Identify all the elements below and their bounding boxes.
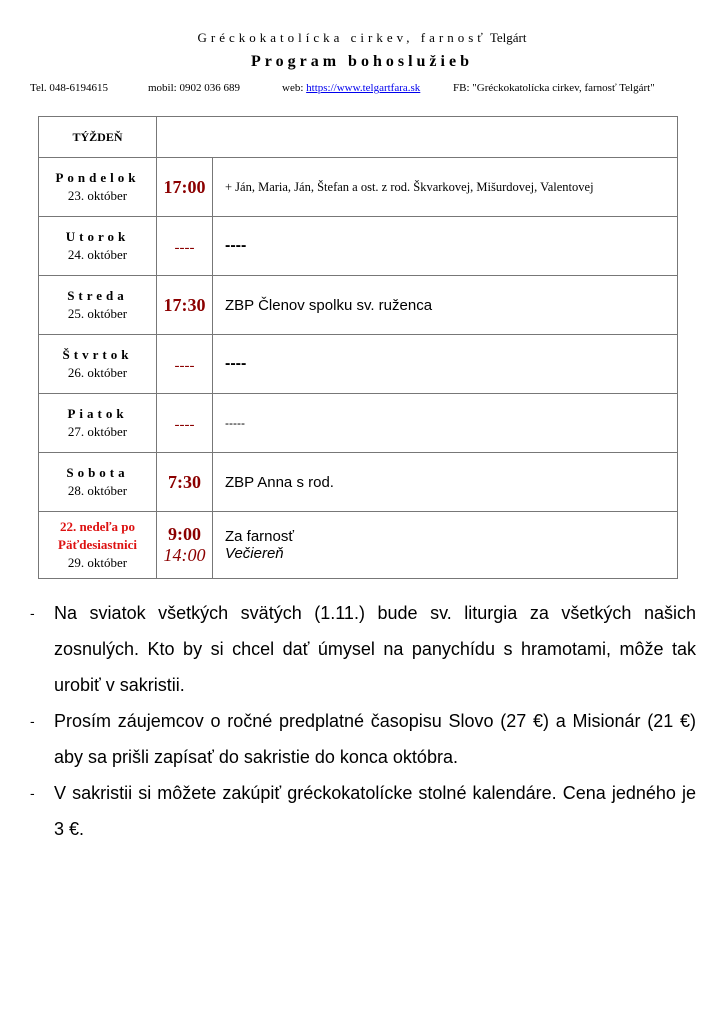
bullet-dash: - [30,785,35,801]
intention-cell: ---- [213,217,678,276]
time-cell [157,217,213,276]
parish-village: Telgárt [489,30,527,45]
day-date: 27. október [67,424,128,439]
sunday-time-1: 9:00 [168,524,201,544]
sunday-time-2: 14:00 [163,545,206,565]
day-cell [39,394,157,453]
time-dash: ---- [174,239,195,256]
website-link[interactable]: https://www.telgartfara.sk [306,82,421,94]
contact-tel: Tel. 048-6194615 [30,82,109,94]
contact-web [282,82,420,94]
day-name: Pondelok [55,170,140,185]
parish-name: Gréckokatolícka cirkev, farnosť [197,30,487,45]
announcement-text: V sakristii si môžete zakúpiť gréckokatolícke stolné kalendáre. Cena jedného je 3 €. [54,783,696,839]
contact-fb: FB: "Gréckokatolícka cirkev, farnosť Telgárt" [453,82,655,94]
schedule-row [39,394,678,453]
time-dash: ---- [174,357,195,374]
intention-cell: ZBP Anna s rod. [213,453,678,512]
schedule-header-row [39,117,678,158]
sunday-name-line1: 22. nedeľa po [59,519,136,534]
day-cell [39,335,157,394]
intention-cell: ZBP Členov spolku sv. ruženca [213,276,678,335]
week-header: TÝŽDEŇ [39,117,157,158]
announcement-item [30,703,696,775]
schedule-row-sunday [39,512,678,579]
schedule-row [39,453,678,512]
schedule-table [38,116,678,579]
schedule-row [39,158,678,217]
day-cell [39,217,157,276]
day-cell [39,453,157,512]
day-name: Streda [67,288,128,303]
intention-cell: + Ján, Maria, Ján, Štefan a ost. z rod. Škvarkovej, Mišurdovej, Valentovej [213,158,678,217]
intention-cell [213,512,678,579]
day-cell [39,158,157,217]
day-name: Piatok [67,406,128,421]
schedule-row [39,217,678,276]
day-date: 23. október [67,188,128,203]
day-date: 26. október [67,365,128,380]
time-cell: 17:30 [157,276,213,335]
time-cell [157,394,213,453]
day-name: Štvrtok [62,347,133,362]
contact-web-label: web: [282,82,304,94]
sunday-intention-1: Za farnosť [225,528,294,545]
sunday-intention-2: Večiereň [225,545,284,562]
schedule-row [39,276,678,335]
schedule-row [39,335,678,394]
time-dash: ---- [174,416,195,433]
day-name: Utorok [65,229,130,244]
sunday-name-line2: Päťdesiastnici [58,537,137,552]
time-cell: 7:30 [157,453,213,512]
time-cell [157,512,213,579]
page-title: Program bohoslužieb [251,53,473,70]
parish-heading [0,30,724,46]
day-date: 28. október [67,483,128,498]
day-cell [39,276,157,335]
intention-cell: ----- [213,394,678,453]
time-cell [157,335,213,394]
announcement-item [30,775,696,847]
day-cell [39,512,157,579]
time-cell: 17:00 [157,158,213,217]
announcements-list [30,595,696,847]
day-date: 24. október [67,247,128,262]
week-header-empty [157,117,678,158]
day-date: 29. október [67,555,128,570]
contact-mobil: mobil: 0902 036 689 [148,82,240,94]
day-name: Sobota [66,465,129,480]
bullet-dash: - [30,713,35,729]
announcement-item [30,595,696,703]
intention-cell: ---- [213,335,678,394]
announcement-text: Prosím záujemcov o ročné predplatné časopisu Slovo (27 €) a Misionár (21 €) aby sa prišli zapísať do sakristie do konca októbra. [54,711,696,767]
day-date: 25. október [67,306,128,321]
bullet-dash: - [30,605,35,621]
announcement-text: Na sviatok všetkých svätých (1.11.) bude sv. liturgia za všetkých našich zosnulých. Kto by si chcel dať úmysel na panychídu s hramotami, môže tak urobiť v sakristii. [54,603,696,695]
